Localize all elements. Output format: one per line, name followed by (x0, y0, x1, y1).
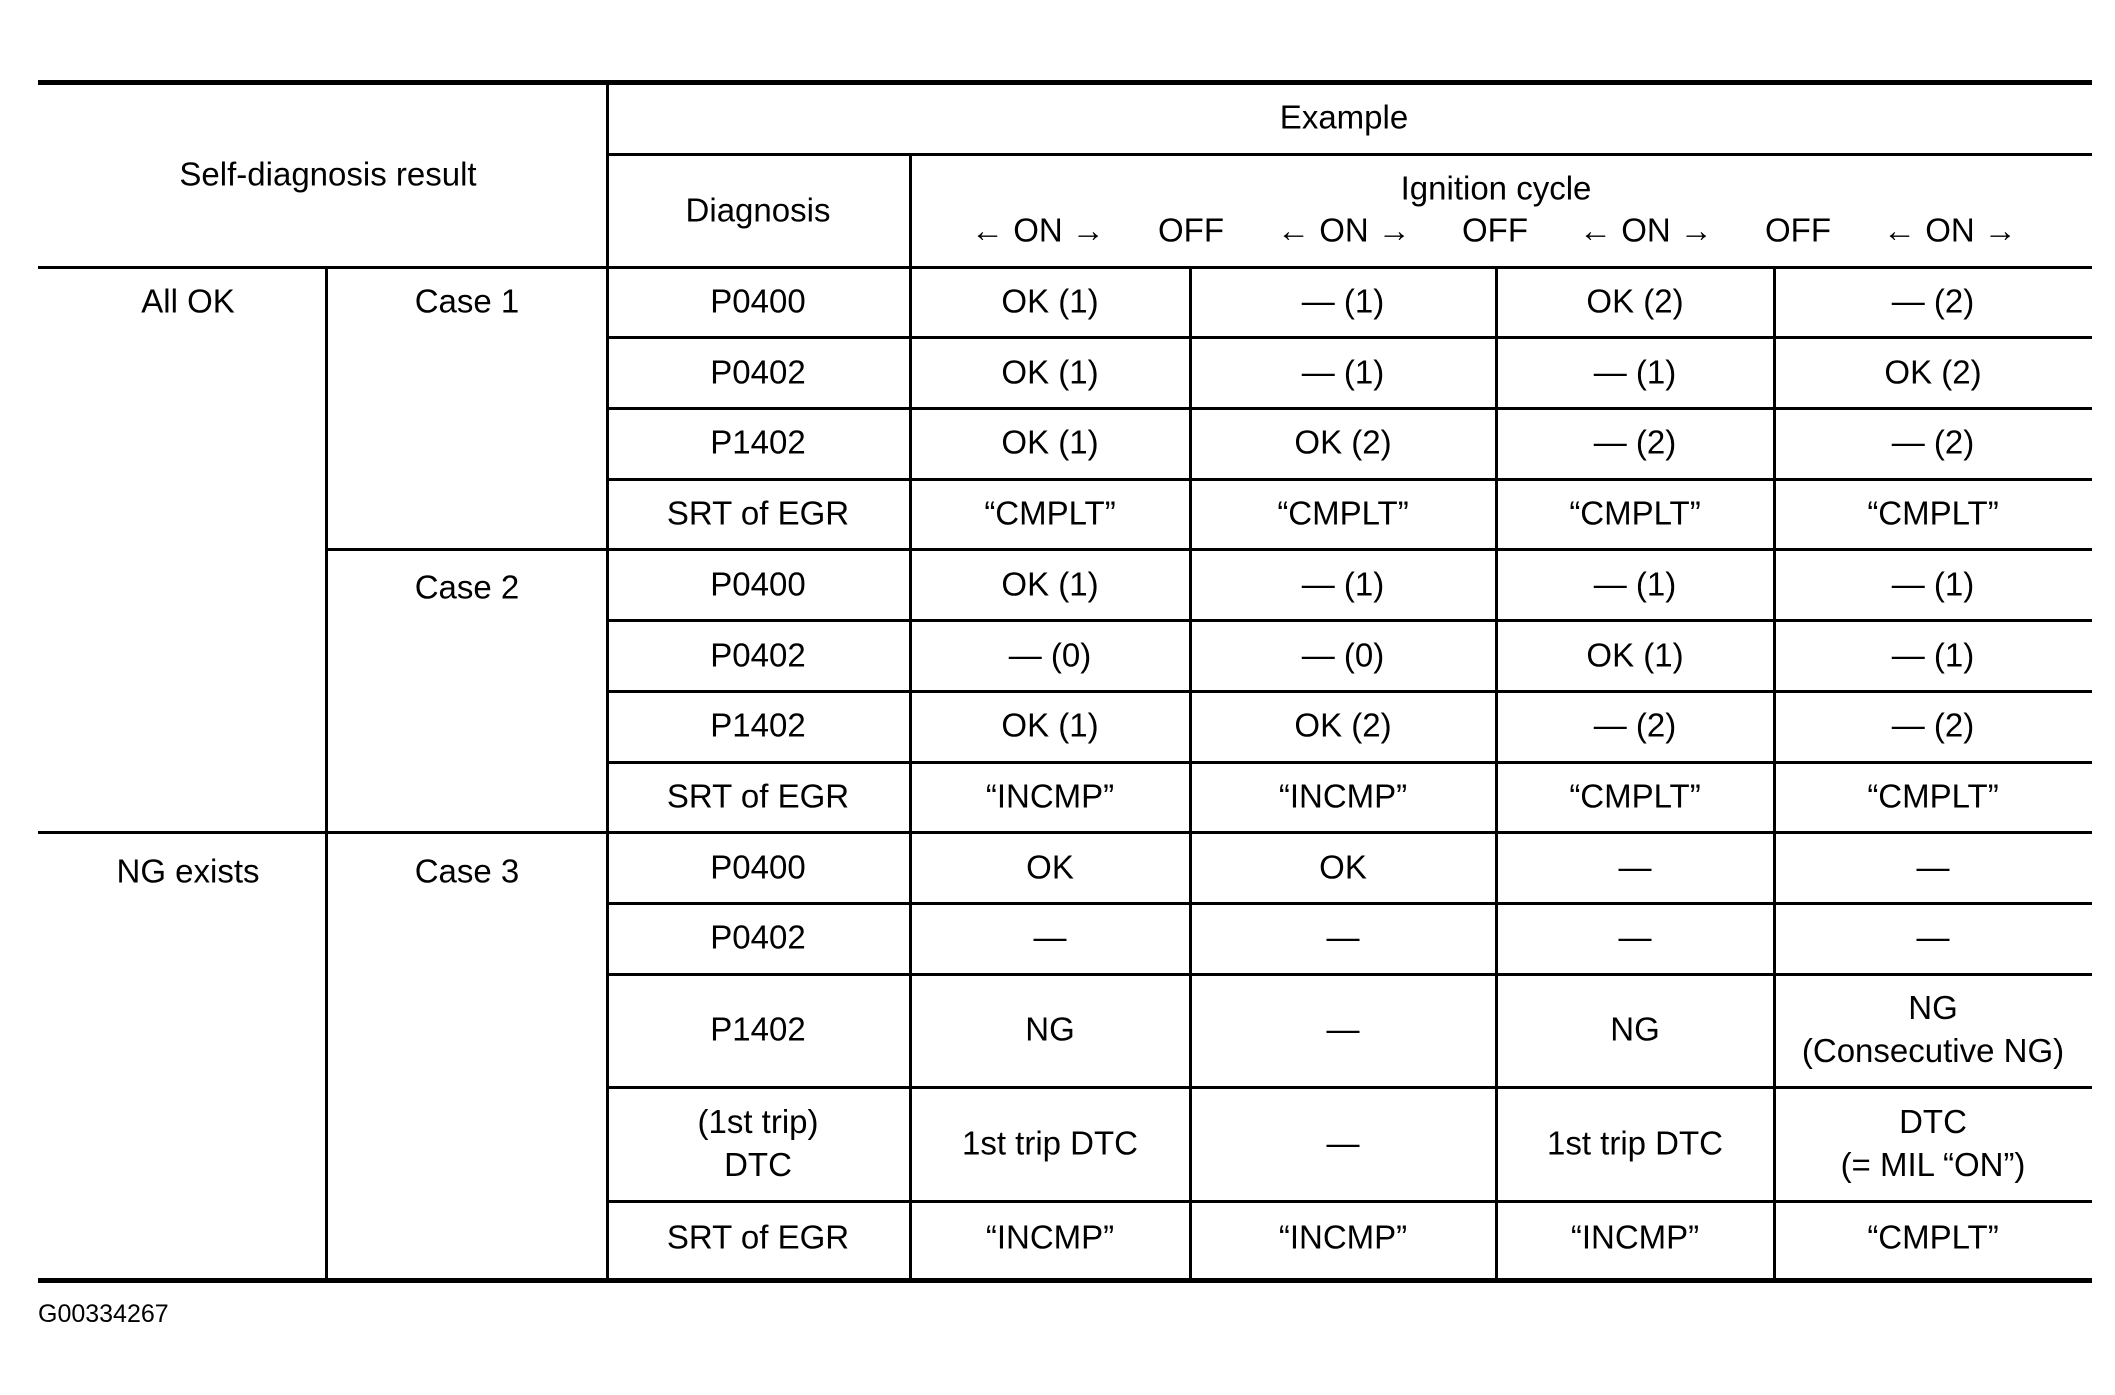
result-cell: OK (2) (1294, 706, 1392, 744)
result-cell: — (1618, 848, 1652, 886)
group-case-divider-rule (325, 267, 328, 1280)
result-cell: — (1) (1301, 353, 1385, 391)
row-divider-rule (607, 619, 2092, 622)
result-cell: — (1033, 918, 1067, 956)
result-cell: — (1) (1593, 565, 1677, 603)
result-cell: — (2) (1593, 423, 1677, 461)
ignition-cycle-marker: ← ON → (1579, 211, 1713, 249)
header-ignition-cycle: Ignition cycle (1400, 169, 1592, 207)
result-cell: OK (1026, 848, 1074, 886)
row-divider-rule (607, 690, 2092, 693)
header-diagnosis: Diagnosis (685, 191, 831, 229)
table-bottom-rule (38, 1278, 2092, 1283)
ignition-cycle-marker: OFF (1158, 211, 1224, 249)
result-cell: — (1326, 1124, 1360, 1162)
result-cell: — (1916, 918, 1950, 956)
result-cell: NG (1610, 1010, 1660, 1048)
result-cell: OK (1319, 848, 1367, 886)
result-cell: OK (1) (1001, 282, 1099, 320)
example-divider-rule (607, 153, 2092, 156)
cycle-column-divider-rule (1773, 267, 1776, 1280)
case-label: Case 2 (414, 568, 520, 606)
group-label-ng-exists: NG exists (116, 852, 260, 890)
case-diagnosis-divider-rule (606, 82, 609, 1280)
result-cell: OK (2) (1586, 282, 1684, 320)
row-divider-rule (607, 973, 2092, 976)
result-cell: 1st trip DTC (961, 1124, 1139, 1162)
result-cell: NG (Consecutive NG) (1801, 989, 2065, 1069)
ignition-cycle-marker: OFF (1765, 211, 1831, 249)
diagnosis-cell: P0400 (710, 565, 806, 603)
row-divider-rule (607, 1200, 2092, 1203)
diagnosis-cell: P0402 (710, 918, 806, 956)
result-cell: OK (2) (1294, 423, 1392, 461)
result-cell: — (2) (1891, 706, 1975, 744)
result-cell: “CMPLT” (1569, 494, 1701, 532)
cycle-column-divider-rule (1189, 267, 1192, 1280)
result-cell: “CMPLT” (1277, 494, 1409, 532)
result-cell: — (0) (1008, 636, 1092, 674)
result-cell: — (1326, 918, 1360, 956)
diagnosis-cell: P0400 (710, 282, 806, 320)
result-cell: OK (1) (1001, 423, 1099, 461)
result-cell: OK (2) (1884, 353, 1982, 391)
diagnosis-cell: (1st trip) DTC (697, 1103, 819, 1183)
result-cell: OK (1) (1001, 706, 1099, 744)
header-example: Example (1279, 98, 1409, 136)
result-cell: — (0) (1301, 636, 1385, 674)
result-cell: “INCMP” (985, 1218, 1115, 1256)
result-cell: “INCMP” (1278, 777, 1408, 815)
result-cell: — (1326, 1010, 1360, 1048)
ignition-cycle-marker: OFF (1462, 211, 1528, 249)
row-divider-rule (607, 478, 2092, 481)
diagnosis-cell: SRT of EGR (666, 494, 850, 532)
result-cell: — (2) (1593, 706, 1677, 744)
result-cell: OK (1) (1001, 353, 1099, 391)
diagnosis-cell: SRT of EGR (666, 777, 850, 815)
result-cell: — (2) (1891, 282, 1975, 320)
row-divider-rule (607, 761, 2092, 764)
group-label-all-ok: All OK (141, 282, 235, 320)
table-top-rule (38, 80, 2092, 85)
row-divider-rule (38, 831, 2092, 834)
result-cell: OK (1) (1586, 636, 1684, 674)
result-cell: “INCMP” (985, 777, 1115, 815)
result-cell: DTC (= MIL “ON”) (1840, 1103, 2026, 1183)
diagnosis-cell: P1402 (710, 423, 806, 461)
diagnosis-cell: P1402 (710, 706, 806, 744)
result-cell: NG (1025, 1010, 1075, 1048)
header-bottom-rule (38, 266, 2092, 269)
ignition-cycle-marker: ← ON → (971, 211, 1105, 249)
row-divider-rule (607, 1086, 2092, 1089)
diagnosis-cell: P0402 (710, 636, 806, 674)
result-cell: “CMPLT” (984, 494, 1116, 532)
result-cell: “CMPLT” (1867, 494, 1999, 532)
row-divider-rule (607, 902, 2092, 905)
result-cell: — (1916, 848, 1950, 886)
result-cell: “CMPLT” (1569, 777, 1701, 815)
result-cell: — (2) (1891, 423, 1975, 461)
diagnosis-cell: SRT of EGR (666, 1218, 850, 1256)
result-cell: — (1) (1891, 636, 1975, 674)
diagnosis-cell: P0402 (710, 353, 806, 391)
cycle-column-divider-rule (1495, 267, 1498, 1280)
header-self-diagnosis-result: Self-diagnosis result (179, 155, 477, 193)
row-divider-rule (326, 548, 2092, 551)
result-cell: — (1618, 918, 1652, 956)
diagnosis-cell: P0400 (710, 848, 806, 886)
result-cell: 1st trip DTC (1546, 1124, 1724, 1162)
case-label: Case 3 (414, 852, 520, 890)
case-label: Case 1 (414, 282, 520, 320)
result-cell: — (1) (1593, 353, 1677, 391)
result-cell: “INCMP” (1278, 1218, 1408, 1256)
ignition-cycle-marker: ← ON → (1883, 211, 2017, 249)
result-cell: — (1) (1891, 565, 1975, 603)
figure-id: G00334267 (38, 1300, 169, 1328)
diagnosis-cell: P1402 (710, 1010, 806, 1048)
result-cell: “CMPLT” (1867, 1218, 1999, 1256)
result-cell: — (1) (1301, 565, 1385, 603)
result-cell: OK (1) (1001, 565, 1099, 603)
result-cell: “INCMP” (1570, 1218, 1700, 1256)
row-divider-rule (607, 407, 2092, 410)
row-divider-rule (607, 336, 2092, 339)
ignition-cycle-marker: ← ON → (1277, 211, 1411, 249)
result-cell: “CMPLT” (1867, 777, 1999, 815)
result-cell: — (1) (1301, 282, 1385, 320)
diagnosis-cycle-divider-rule (909, 154, 912, 1280)
